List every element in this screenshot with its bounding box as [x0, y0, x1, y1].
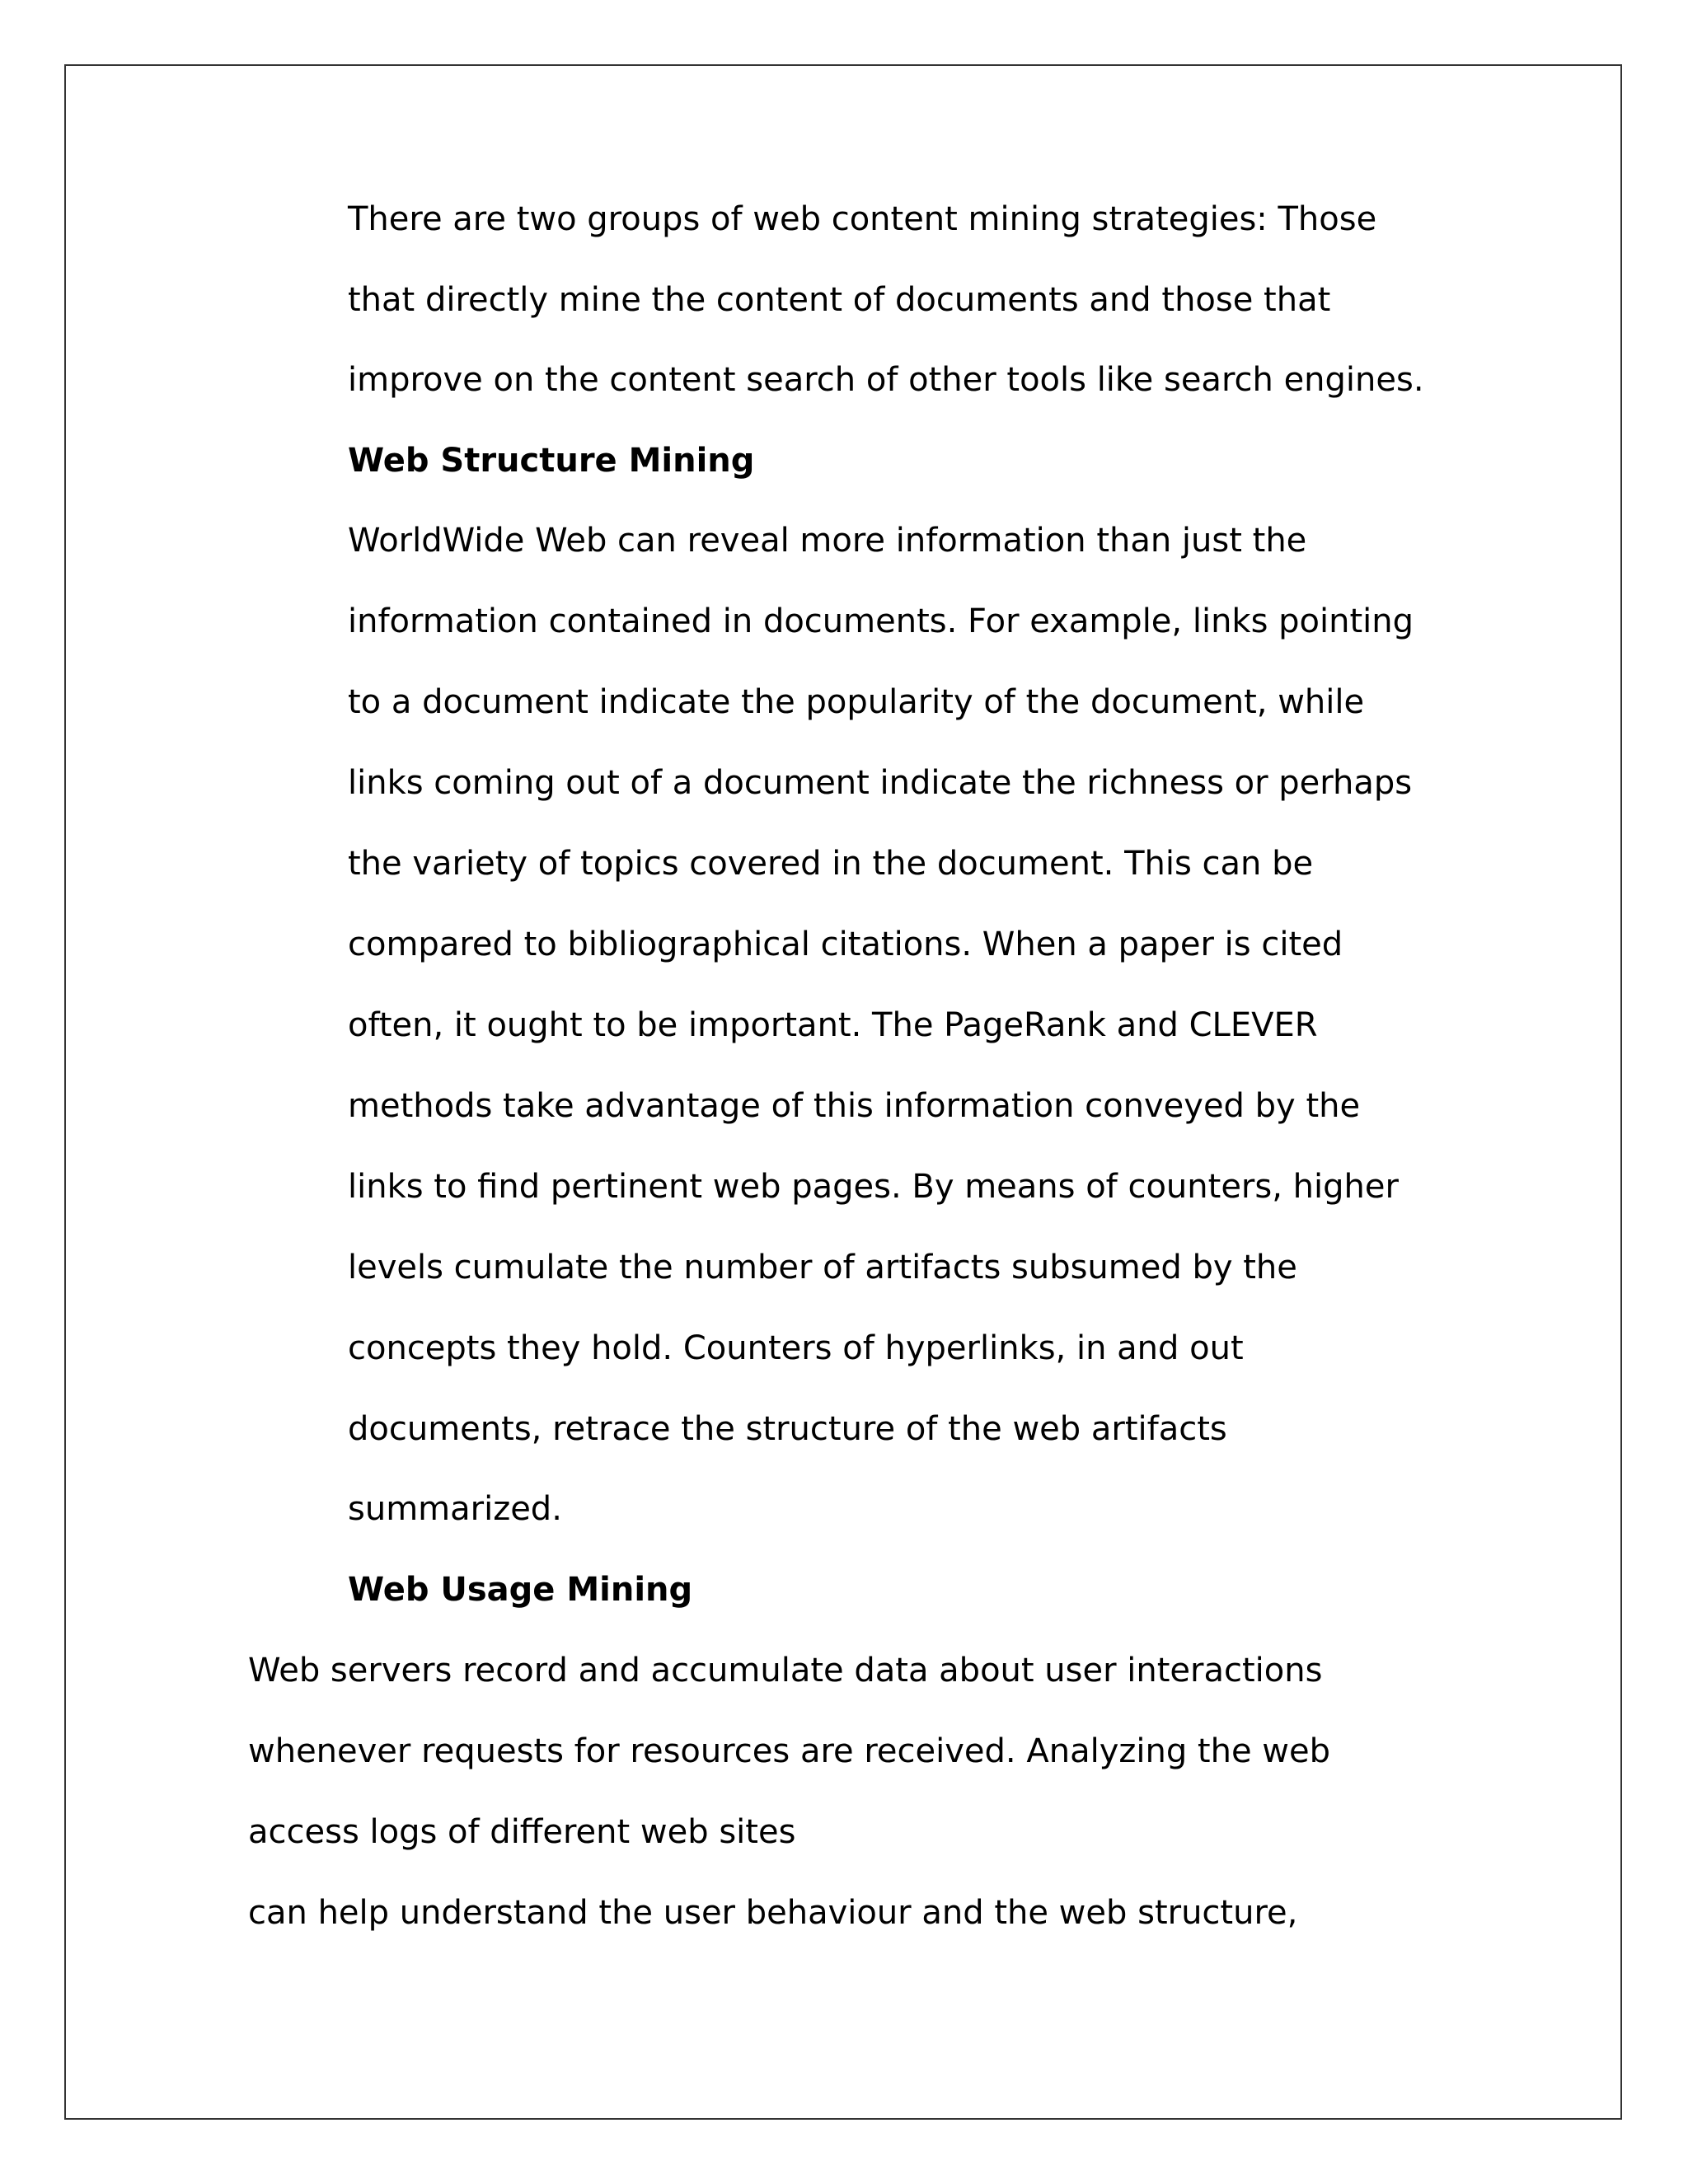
paragraph-line: methods take advantage of this information conveyed by the	[348, 1087, 1361, 1125]
paragraph-line: Web servers record and accumulate data about user interactions	[248, 1652, 1323, 1690]
section-heading-usage: Web Usage Mining	[348, 1571, 693, 1609]
paragraph-line: compared to bibliographical citations. When a paper is cited	[348, 926, 1343, 963]
paragraph-line: summarized.	[348, 1490, 562, 1528]
paragraph-line: to a document indicate the popularity of the document, while	[348, 683, 1365, 721]
paragraph-line: information contained in documents. For example, links pointing	[348, 602, 1414, 640]
paragraph-line: concepts they hold. Counters of hyperlinks, in and out	[348, 1329, 1244, 1367]
paragraph-line: whenever requests for resources are received. Analyzing the web	[248, 1732, 1331, 1770]
paragraph-line: links to find pertinent web pages. By means of counters, higher	[348, 1168, 1399, 1206]
paragraph-line: links coming out of a document indicate the richness or perhaps	[348, 764, 1413, 802]
paragraph-line: often, it ought to be important. The PageRank and CLEVER	[348, 1006, 1318, 1044]
paragraph-line: that directly mine the content of documents and those that	[348, 281, 1331, 319]
paragraph-line: There are two groups of web content mining strategies: Those	[348, 200, 1377, 238]
section-heading-structure: Web Structure Mining	[348, 442, 755, 480]
paragraph-line: access logs of different web sites	[248, 1813, 796, 1851]
paragraph-line: documents, retrace the structure of the web artifacts	[348, 1410, 1227, 1448]
paragraph-line: improve on the content search of other tools like search engines.	[348, 361, 1424, 399]
paragraph-line: can help understand the user behaviour and the web structure,	[248, 1894, 1298, 1932]
paragraph-line: levels cumulate the number of artifacts subsumed by the	[348, 1249, 1297, 1286]
paragraph-line: WorldWide Web can reveal more information than just the	[348, 522, 1307, 560]
paragraph-line: the variety of topics covered in the document. This can be	[348, 845, 1314, 883]
